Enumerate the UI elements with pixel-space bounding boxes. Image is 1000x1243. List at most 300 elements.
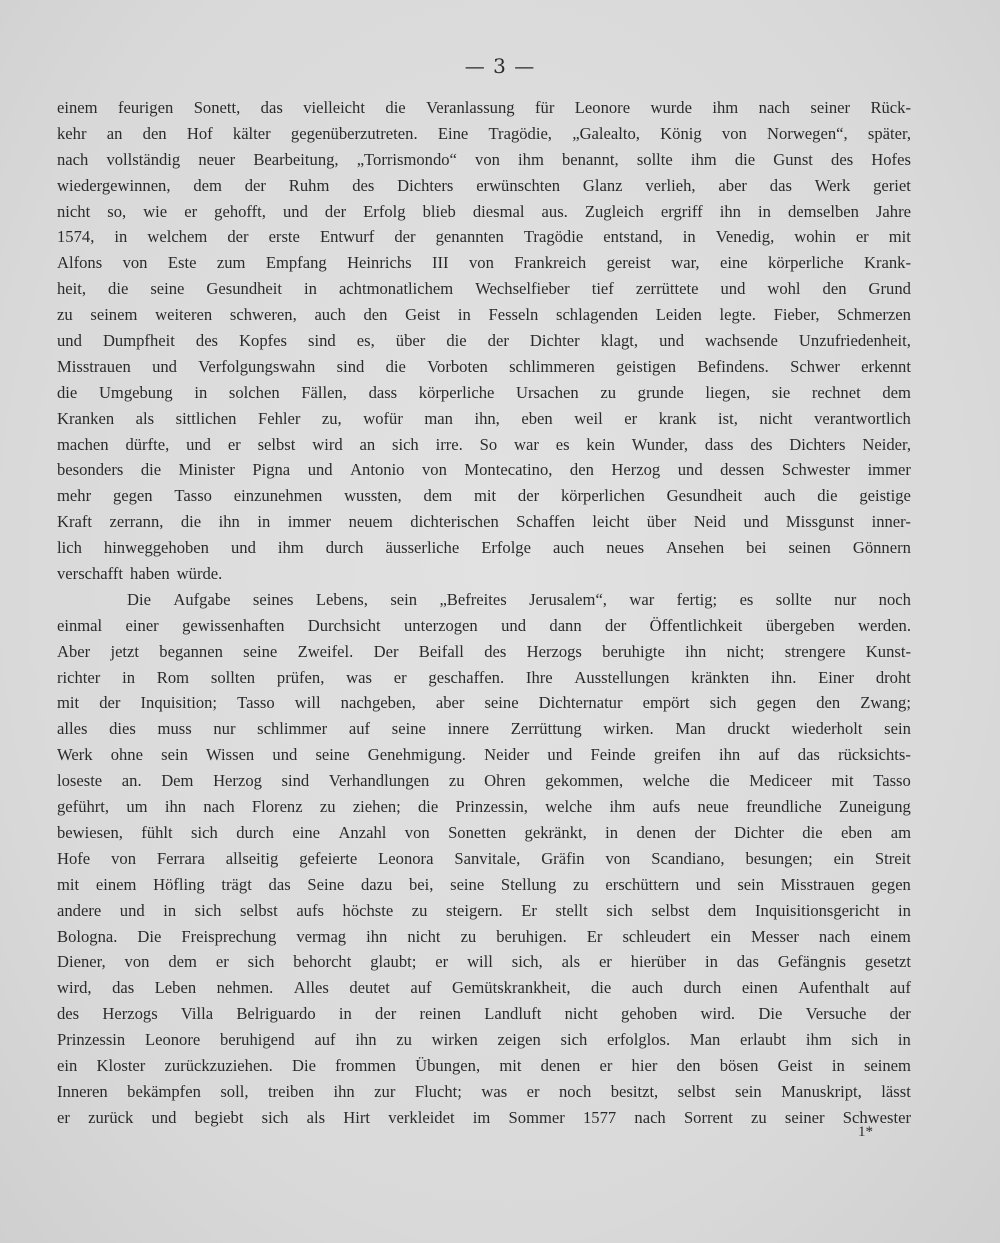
- word: am: [890, 822, 911, 842]
- word: er: [599, 1055, 613, 1075]
- word: aufs: [652, 797, 681, 817]
- word: Empfang: [265, 253, 327, 273]
- word: nicht: [407, 926, 441, 946]
- word: würde.: [176, 564, 223, 584]
- word: in: [605, 822, 619, 842]
- word: dichterischen: [410, 512, 499, 532]
- word: Aufgabe: [173, 589, 231, 609]
- text-line: [57, 380, 911, 406]
- word: Ferrara: [156, 848, 205, 868]
- word: den: [676, 1055, 701, 1075]
- word: sich: [560, 1030, 588, 1050]
- word: beruhigen.: [496, 926, 567, 946]
- word: Der: [373, 641, 399, 661]
- word: sich: [851, 1030, 879, 1050]
- word: und: [152, 356, 177, 376]
- word: Ausstellungen: [574, 667, 670, 687]
- word: Gräfin: [541, 848, 585, 868]
- word: schleudert: [622, 926, 691, 946]
- word: wirken: [431, 1030, 478, 1050]
- word: den: [822, 279, 847, 299]
- word: Man: [689, 1030, 721, 1050]
- word: aus.: [541, 201, 568, 221]
- word: und: [57, 331, 82, 351]
- word: äusserliche: [385, 538, 460, 558]
- word: Hofes: [871, 149, 911, 169]
- word: durch: [683, 978, 722, 998]
- word: Inquisition;: [140, 693, 218, 713]
- word: seine: [391, 719, 426, 739]
- word: feurigen: [117, 98, 174, 117]
- word: mit: [831, 771, 854, 791]
- word: Fehler: [257, 408, 301, 428]
- text-line: [57, 872, 911, 898]
- word: Streit: [874, 848, 911, 868]
- word: auch: [631, 978, 664, 998]
- word: und: [119, 900, 145, 920]
- word: gehofft,: [214, 201, 266, 221]
- word: König: [660, 123, 702, 143]
- word: Leonora: [378, 848, 434, 868]
- word: gegenüberzutreten.: [290, 123, 418, 143]
- word: einmal: [57, 615, 103, 635]
- word: Pigna: [252, 460, 291, 480]
- word: Ansehen: [666, 538, 725, 558]
- word: verkleidet: [388, 1107, 455, 1127]
- word: Lebens,: [315, 589, 368, 609]
- word: Tasso: [873, 771, 911, 791]
- text-line: [57, 173, 911, 199]
- word: sind: [281, 771, 310, 791]
- word: sein: [884, 719, 911, 739]
- word: in: [682, 227, 696, 247]
- word: zu: [448, 771, 465, 791]
- word: der: [517, 486, 540, 506]
- word: seine: [315, 745, 350, 765]
- text-line: [57, 949, 911, 975]
- word: nach: [57, 149, 89, 169]
- word: Befindens.: [697, 356, 769, 376]
- word: zur: [374, 1081, 396, 1101]
- word: aber: [435, 693, 465, 713]
- word: Höfling: [153, 874, 205, 894]
- word: ihn: [719, 745, 741, 765]
- word: neue: [697, 797, 729, 817]
- word: in: [338, 1004, 352, 1024]
- word: Leonore: [574, 98, 631, 117]
- text-line: [57, 509, 911, 535]
- word: wie: [143, 201, 168, 221]
- word: nach: [758, 98, 790, 117]
- word: zu: [572, 874, 589, 894]
- word: er: [855, 227, 869, 247]
- word: Herzogs: [102, 1004, 158, 1024]
- word: Neider,: [862, 434, 911, 454]
- word: und: [659, 331, 684, 351]
- word: Geist: [405, 305, 441, 325]
- word: jetzt: [110, 641, 140, 661]
- word: Inquisitionsgericht: [755, 900, 880, 920]
- word: Zweifel.: [297, 641, 354, 661]
- word: das: [797, 745, 820, 765]
- word: einem: [95, 874, 137, 894]
- word: er: [624, 408, 638, 428]
- word: besungen;: [745, 848, 813, 868]
- word: zerrann,: [109, 512, 164, 532]
- word: Flucht;: [414, 1081, 462, 1101]
- word: treiben: [267, 1081, 315, 1101]
- word: heit,: [57, 279, 87, 299]
- word: richter: [57, 667, 101, 687]
- word: Misstrauen: [57, 356, 131, 376]
- word: noch: [559, 1081, 592, 1101]
- word: seinem: [90, 305, 138, 325]
- word: in: [831, 1055, 845, 1075]
- word: Einer: [818, 667, 855, 687]
- word: zu,: [321, 408, 342, 428]
- word: Misstrauen: [780, 874, 855, 894]
- word: nach: [634, 1107, 666, 1127]
- word: erwünschten: [476, 175, 561, 195]
- word: ihn,: [474, 408, 500, 428]
- word: trägt: [221, 874, 252, 894]
- word: dem: [882, 382, 911, 402]
- word: als: [306, 1107, 326, 1127]
- word: nicht: [759, 408, 793, 428]
- word: des: [750, 434, 773, 454]
- word: von: [721, 123, 747, 143]
- word: ihn: [366, 926, 388, 946]
- word: Fieber,: [773, 305, 820, 325]
- word: nicht: [57, 201, 91, 221]
- word: immer: [287, 512, 332, 532]
- word: das: [260, 98, 283, 117]
- word: vollständig: [106, 149, 181, 169]
- word: Öffentlichkeit: [649, 615, 743, 635]
- word: von: [111, 848, 136, 868]
- word: schlimmeren: [509, 356, 595, 376]
- word: dem: [707, 900, 737, 920]
- word: droht: [875, 667, 911, 687]
- word: geistige: [859, 486, 911, 506]
- word: sich: [606, 900, 633, 920]
- word: an.: [121, 771, 142, 791]
- word: Zuneigung: [838, 797, 911, 817]
- word: Alfons: [57, 253, 103, 273]
- word: gegen: [756, 693, 797, 713]
- word: steigern.: [445, 900, 503, 920]
- word: Versuche: [805, 1004, 867, 1024]
- word: als: [135, 408, 155, 428]
- word: Die: [127, 589, 151, 609]
- word: die: [108, 279, 129, 299]
- word: sollte: [636, 149, 673, 169]
- word: nur: [834, 589, 857, 609]
- word: bei: [746, 538, 767, 558]
- word: wiederholt: [791, 719, 863, 739]
- word: dass: [704, 434, 734, 454]
- word: Belriguardo: [236, 1004, 316, 1024]
- word: selbst: [677, 1081, 716, 1101]
- word: wirken.: [603, 719, 654, 739]
- word: Schaffen: [516, 512, 575, 532]
- word: Kloster: [96, 1055, 146, 1075]
- signature-mark: 1*: [858, 1124, 873, 1140]
- word: und: [547, 745, 573, 765]
- word: besitzt,: [610, 1081, 659, 1101]
- word: die: [802, 822, 823, 842]
- word: nach: [203, 797, 235, 817]
- word: von: [404, 822, 430, 842]
- word: beruhigte: [602, 641, 665, 661]
- word: einem: [57, 98, 98, 117]
- word: von: [468, 253, 494, 273]
- word: die: [446, 331, 467, 351]
- word: alles: [57, 719, 88, 739]
- word: der: [394, 227, 416, 247]
- word: Zugleich: [584, 201, 644, 221]
- word: Entwurf: [319, 227, 375, 247]
- word: kehr: [57, 123, 87, 143]
- word: einer: [125, 615, 159, 635]
- word: zu: [57, 305, 73, 325]
- word: die: [734, 149, 756, 169]
- word: das: [112, 978, 135, 998]
- word: die: [418, 797, 439, 817]
- word: immer: [867, 460, 911, 480]
- word: die: [57, 382, 78, 402]
- word: loseste: [57, 771, 103, 791]
- word: kälter: [232, 123, 271, 143]
- word: Sorrent: [683, 1107, 733, 1127]
- word: Gönnern: [852, 538, 911, 558]
- word: selbst: [257, 434, 296, 454]
- word: Minister: [178, 460, 235, 480]
- text-line: [57, 406, 911, 432]
- word: deutet: [349, 978, 390, 998]
- word: Herzog: [611, 460, 661, 480]
- word: diesmal: [472, 201, 525, 221]
- word: das: [268, 874, 291, 894]
- word: erfolglos.: [607, 1030, 671, 1050]
- word: so,: [107, 201, 127, 221]
- word: eine: [719, 253, 748, 273]
- word: Die: [137, 926, 162, 946]
- word: Schmerzen: [837, 305, 911, 325]
- word: und: [186, 434, 211, 454]
- word: verschafft: [57, 564, 124, 584]
- word: zurückzuziehen.: [164, 1055, 273, 1075]
- word: Die: [291, 1055, 316, 1075]
- word: frommen: [335, 1055, 396, 1075]
- word: und: [677, 460, 703, 480]
- word: Bearbeitung,: [253, 149, 339, 169]
- word: in: [757, 201, 771, 221]
- word: bei,: [408, 874, 434, 894]
- word: Sonett,: [193, 98, 241, 117]
- word: seines: [252, 589, 294, 609]
- word: zurück: [88, 1107, 134, 1127]
- word: der: [694, 822, 716, 842]
- word: Er: [586, 926, 603, 946]
- word: Dichters: [789, 434, 846, 454]
- word: die: [590, 978, 612, 998]
- word: sein: [737, 874, 765, 894]
- word: der: [227, 227, 249, 247]
- word: Hofe: [57, 848, 91, 868]
- text-line: [57, 276, 911, 302]
- word: wird.: [700, 1004, 736, 1024]
- word: Prinzessin,: [455, 797, 528, 817]
- word: der: [99, 693, 121, 713]
- word: Krank-: [864, 253, 911, 273]
- word: Feinde: [590, 745, 636, 765]
- word: weiteren: [155, 305, 213, 325]
- text-line: [57, 457, 911, 483]
- word: Inneren: [57, 1081, 108, 1101]
- text-line: [57, 1027, 911, 1053]
- word: erkennt: [861, 356, 911, 376]
- word: auf: [758, 745, 780, 765]
- word: in: [704, 952, 718, 972]
- word: Dichters: [397, 175, 454, 195]
- word: machen: [57, 434, 109, 454]
- word: prüfen,: [276, 667, 325, 687]
- word: zu: [460, 926, 477, 946]
- word: in: [114, 227, 128, 247]
- word: strengere: [784, 641, 846, 661]
- word: Dem: [161, 771, 194, 791]
- word: ihm: [277, 538, 304, 558]
- word: sollten: [210, 667, 256, 687]
- text-line: [57, 1079, 911, 1105]
- word: Ruhm: [288, 175, 330, 195]
- text-line: [57, 768, 911, 794]
- word: zu: [396, 1030, 412, 1050]
- word: nachgeben,: [340, 693, 416, 713]
- word: besonders: [57, 460, 124, 480]
- word: eben: [521, 408, 553, 428]
- word: genannten: [435, 227, 504, 247]
- word: dem: [423, 486, 453, 506]
- word: die: [385, 356, 406, 376]
- word: Werk: [57, 745, 93, 765]
- word: Wissen: [206, 745, 255, 765]
- word: achtmonatlichem: [338, 279, 454, 299]
- word: nehmen.: [216, 978, 274, 998]
- word: denen: [636, 822, 677, 842]
- word: stellt: [555, 900, 588, 920]
- word: sind: [336, 356, 365, 376]
- word: nach: [818, 926, 851, 946]
- word: aufs: [296, 900, 324, 920]
- text-line: [57, 147, 911, 173]
- word: neues: [606, 538, 645, 558]
- paragraph-1: [57, 95, 911, 587]
- word: Ohren: [484, 771, 526, 791]
- word: Este: [167, 253, 197, 273]
- word: mit: [57, 874, 80, 894]
- word: Leonore: [144, 1030, 201, 1050]
- word: Verhandlungen: [328, 771, 430, 791]
- word: den: [569, 460, 594, 480]
- text-line: [57, 665, 911, 691]
- word: Fesseln: [488, 305, 539, 325]
- text-line: [57, 224, 911, 250]
- word: gegen: [871, 874, 911, 894]
- word: wofür: [363, 408, 403, 428]
- word: in: [122, 667, 136, 687]
- word: in: [898, 900, 911, 920]
- word: Er: [521, 900, 537, 920]
- word: seiner: [810, 98, 851, 117]
- word: Beifall: [418, 641, 464, 661]
- word: Aber: [57, 641, 91, 661]
- word: ihn: [333, 1081, 355, 1101]
- word: selbst: [651, 900, 690, 920]
- word: seinen: [788, 538, 831, 558]
- word: Gesundheit: [206, 279, 283, 299]
- word: sich: [261, 1107, 289, 1127]
- text-line: [57, 1001, 911, 1027]
- word: noch: [878, 589, 911, 609]
- word: Rück-: [870, 98, 911, 117]
- text-line: [57, 95, 911, 121]
- word: Zwang;: [860, 693, 911, 713]
- word: erlaubt: [740, 1030, 787, 1050]
- word: sittlichen: [175, 408, 237, 428]
- word: und: [282, 201, 308, 221]
- word: Veranlassung: [426, 98, 515, 117]
- word: er: [227, 434, 241, 454]
- word: sein: [390, 589, 418, 609]
- word: eben: [840, 822, 873, 842]
- word: und: [307, 460, 333, 480]
- word: Verfolgungswahn: [198, 356, 316, 376]
- word: gehoben: [621, 1004, 678, 1024]
- word: höchste: [342, 900, 394, 920]
- word: So: [479, 434, 498, 454]
- word: schlimmer: [257, 719, 328, 739]
- word: 1577: [583, 1107, 617, 1127]
- word: einzunehmen: [233, 486, 323, 506]
- word: Grund: [868, 279, 911, 299]
- word: seiner: [784, 1107, 825, 1127]
- word: mit: [473, 486, 497, 506]
- text-line: [57, 302, 911, 328]
- text-line: [57, 250, 911, 276]
- word: Dumpfheit: [102, 331, 175, 351]
- word: als: [561, 952, 581, 972]
- word: in: [163, 900, 177, 920]
- word: wussten,: [344, 486, 402, 506]
- text-line: [57, 328, 911, 354]
- word: dass: [368, 382, 398, 402]
- word: Zerrüttung: [510, 719, 582, 739]
- word: Herzogs: [526, 641, 582, 661]
- word: erste: [268, 227, 300, 247]
- word: er: [215, 952, 229, 972]
- word: des: [352, 175, 375, 195]
- word: soll,: [220, 1081, 249, 1101]
- word: von: [475, 149, 500, 169]
- word: wohin: [794, 227, 836, 247]
- word: der: [605, 615, 627, 635]
- word: innere: [447, 719, 490, 739]
- text-line: [57, 1053, 911, 1079]
- word: auch: [764, 486, 796, 506]
- word: später,: [867, 123, 911, 143]
